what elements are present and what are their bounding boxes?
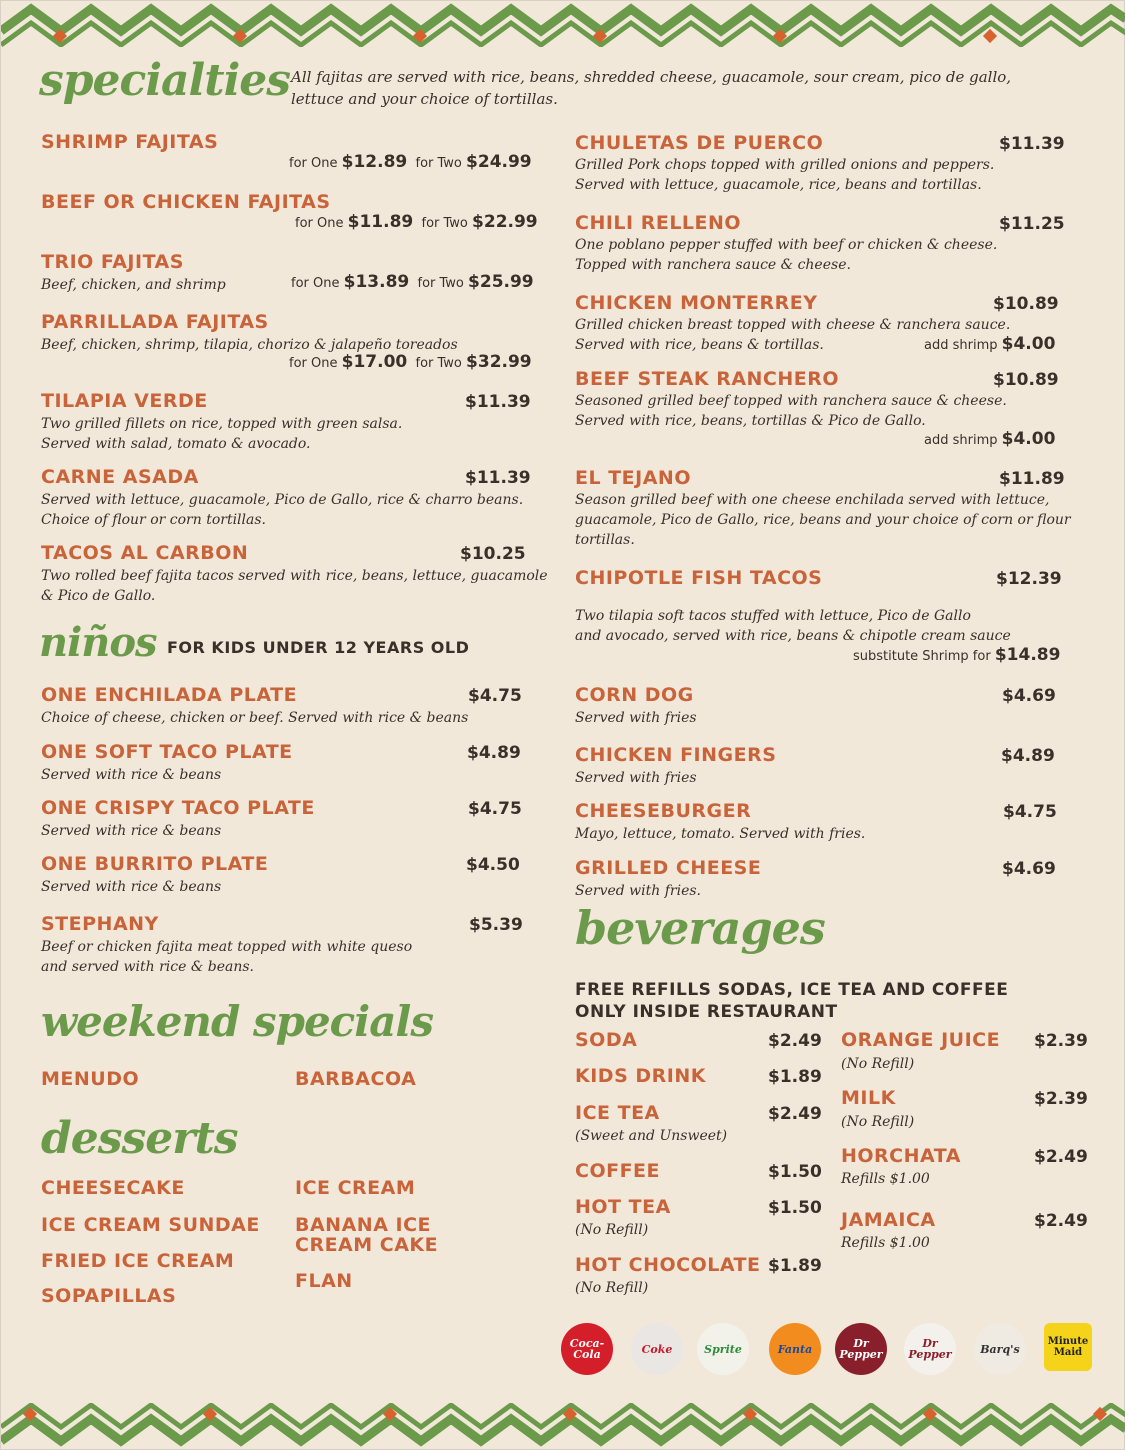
bottom-zigzag-border xyxy=(1,1403,1125,1449)
kids-enchilada-desc: Choice of cheese, chicken or beef. Served with rice & beans xyxy=(41,710,469,726)
chipotle-fish-tacos-price: $12.39 xyxy=(996,569,1062,589)
tacos-al-carbon-desc1: Two rolled beef fajita tacos served with rice, beans, lettuce, guacamole xyxy=(41,568,548,584)
bev-hot-tea-desc: (No Refill) xyxy=(575,1222,649,1238)
beverages-note-line1: FREE REFILLS SODAS, ICE TEA AND COFFEE xyxy=(575,980,1009,1000)
beef-steak-ranchero-name: BEEF STEAK RANCHERO xyxy=(575,368,840,390)
chipotle-fish-tacos-addon: substitute Shrimp for $14.89 xyxy=(853,645,1061,665)
parrillada-desc: Beef, chicken, shrimp, tilapia, chorizo & jalapeño toreados xyxy=(41,337,458,353)
beef-chicken-fajitas-name: BEEF OR CHICKEN FAJITAS xyxy=(41,191,331,213)
weekend-menudo: MENUDO xyxy=(41,1068,140,1090)
bev-kids-drink-name: KIDS DRINK xyxy=(575,1065,706,1087)
tacos-al-carbon-price: $10.25 xyxy=(460,544,526,564)
fajitas-intro-line2: lettuce and your choice of tortillas. xyxy=(291,90,558,108)
tacos-al-carbon-desc2: & Pico de Gallo. xyxy=(41,588,156,604)
carne-asada-desc2: Choice of flour or corn tortillas. xyxy=(41,512,266,528)
chuletas-name: CHULETAS DE PUERCO xyxy=(575,132,824,154)
ninos-subtitle: FOR KIDS UNDER 12 YEARS OLD xyxy=(167,638,470,657)
beverages-title: beverages xyxy=(575,901,825,955)
kids-chicken-fingers-price: $4.89 xyxy=(1001,746,1055,766)
kids-grilled-cheese-name: GRILLED CHEESE xyxy=(575,857,762,879)
bev-hot-chocolate-name: HOT CHOCOLATE xyxy=(575,1254,761,1276)
kids-burrito-desc: Served with rice & beans xyxy=(41,879,222,895)
bev-ice-tea-price: $2.49 xyxy=(768,1104,822,1124)
kids-cheeseburger-desc: Mayo, lettuce, tomato. Served with fries. xyxy=(575,826,866,842)
diet-dr-pepper-logo: Dr Pepper xyxy=(904,1323,956,1375)
kids-stephany-desc2: and served with rice & beans. xyxy=(41,959,255,975)
kids-enchilada-name: ONE ENCHILADA PLATE xyxy=(41,684,298,706)
trio-fajitas-prices: for One $13.89 for Two $25.99 xyxy=(291,272,534,292)
carne-asada-desc1: Served with lettuce, guacamole, Pico de Gallo, rice & charro beans. xyxy=(41,492,524,508)
bev-jamaica-name: JAMAICA xyxy=(841,1209,936,1231)
tacos-al-carbon-name: TACOS AL CARBON xyxy=(41,542,249,564)
weekend-specials-title: weekend specials xyxy=(41,997,434,1046)
chipotle-fish-tacos-desc1: Two tilapia soft tacos stuffed with lettuce, Pico de Gallo xyxy=(575,608,971,624)
bev-milk-name: MILK xyxy=(841,1087,896,1109)
dessert-fried-ice-cream: FRIED ICE CREAM xyxy=(41,1250,235,1272)
dessert-banana-cake-line2: CREAM CAKE xyxy=(295,1234,439,1256)
kids-chicken-fingers-desc: Served with fries xyxy=(575,770,697,786)
dessert-banana-cake-line1: BANANA ICE xyxy=(295,1214,432,1236)
sprite-logo: Sprite xyxy=(697,1323,749,1375)
kids-corn-dog-name: CORN DOG xyxy=(575,684,694,706)
chipotle-fish-tacos-name: CHIPOTLE FISH TACOS xyxy=(575,567,823,589)
chuletas-desc1: Grilled Pork chops topped with grilled onions and peppers. xyxy=(575,157,995,173)
kids-enchilada-price: $4.75 xyxy=(468,686,522,706)
beef-steak-ranchero-addon: add shrimp $4.00 xyxy=(924,429,1056,449)
parrillada-name: PARRILLADA FAJITAS xyxy=(41,311,269,333)
bev-soda-name: SODA xyxy=(575,1029,638,1051)
bev-horchata-desc: Refills $1.00 xyxy=(841,1171,930,1187)
bev-hot-chocolate-price: $1.89 xyxy=(768,1256,822,1276)
bev-coffee-name: COFFEE xyxy=(575,1160,661,1182)
bev-milk-price: $2.39 xyxy=(1034,1089,1088,1109)
tilapia-verde-desc2: Served with salad, tomato & avocado. xyxy=(41,436,311,452)
dessert-cheesecake: CHEESECAKE xyxy=(41,1177,185,1199)
beef-chicken-fajitas-prices: for One $11.89 for Two $22.99 xyxy=(295,212,538,232)
kids-crispy-taco-desc: Served with rice & beans xyxy=(41,823,222,839)
kids-soft-taco-desc: Served with rice & beans xyxy=(41,767,222,783)
carne-asada-name: CARNE ASADA xyxy=(41,466,199,488)
coca-cola-logo: Coca-Cola xyxy=(561,1323,613,1375)
el-tejano-desc3: tortillas. xyxy=(575,532,635,548)
bev-horchata-name: HORCHATA xyxy=(841,1145,961,1167)
el-tejano-name: EL TEJANO xyxy=(575,467,691,489)
fajitas-intro-line1: All fajitas are served with rice, beans, shredded cheese, guacamole, sour cream, pico de gallo, xyxy=(291,68,1012,86)
shrimp-fajitas-prices: for One $12.89 for Two $24.99 xyxy=(289,152,532,172)
bev-soda-price: $2.49 xyxy=(768,1031,822,1051)
dessert-ice-cream: ICE CREAM xyxy=(295,1177,416,1199)
bev-orange-juice-price: $2.39 xyxy=(1034,1031,1088,1051)
bev-hot-tea-price: $1.50 xyxy=(768,1198,822,1218)
bev-milk-desc: (No Refill) xyxy=(841,1114,915,1130)
ninos-title: niños xyxy=(39,619,157,666)
el-tejano-desc1: Season grilled beef with one cheese enchilada served with lettuce, xyxy=(575,492,1050,508)
kids-cheeseburger-name: CHEESEBURGER xyxy=(575,800,752,822)
chipotle-fish-tacos-desc2: and avocado, served with rice, beans & chipotle cream sauce xyxy=(575,628,1011,644)
trio-fajitas-desc: Beef, chicken, and shrimp xyxy=(41,277,226,293)
beverages-note-line2: ONLY INSIDE RESTAURANT xyxy=(575,1002,838,1022)
chicken-monterrey-desc2: Served with rice, beans & tortillas. xyxy=(575,337,824,353)
desserts-title: desserts xyxy=(41,1113,238,1164)
dessert-ice-cream-sundae: ICE CREAM SUNDAE xyxy=(41,1214,260,1236)
el-tejano-desc2: guacamole, Pico de Gallo, rice, beans and your choice of corn or flour xyxy=(575,512,1071,528)
carne-asada-price: $11.39 xyxy=(465,468,531,488)
tilapia-verde-name: TILAPIA VERDE xyxy=(41,390,208,412)
kids-soft-taco-price: $4.89 xyxy=(467,743,521,763)
bev-horchata-price: $2.49 xyxy=(1034,1147,1088,1167)
top-zigzag-border xyxy=(1,1,1125,47)
bev-hot-tea-name: HOT TEA xyxy=(575,1196,671,1218)
chuletas-desc2: Served with lettuce, guacamole, rice, beans and tortillas. xyxy=(575,177,982,193)
parrillada-prices: for One $17.00 for Two $32.99 xyxy=(289,352,532,372)
chicken-monterrey-name: CHICKEN MONTERREY xyxy=(575,292,818,314)
kids-soft-taco-name: ONE SOFT TACO PLATE xyxy=(41,741,293,763)
tilapia-verde-price: $11.39 xyxy=(465,392,531,412)
shrimp-fajitas-name: SHRIMP FAJITAS xyxy=(41,131,219,153)
kids-cheeseburger-price: $4.75 xyxy=(1003,802,1057,822)
kids-stephany-price: $5.39 xyxy=(469,915,523,935)
chili-relleno-price: $11.25 xyxy=(999,214,1065,234)
kids-stephany-desc1: Beef or chicken fajita meat topped with white queso xyxy=(41,939,413,955)
bev-jamaica-desc: Refills $1.00 xyxy=(841,1235,930,1251)
el-tejano-price: $11.89 xyxy=(999,469,1065,489)
kids-stephany-name: STEPHANY xyxy=(41,913,159,935)
specialties-title: specialties xyxy=(39,55,291,106)
chicken-monterrey-desc1: Grilled chicken breast topped with cheese & ranchera sauce. xyxy=(575,317,1011,333)
dessert-sopapillas: SOPAPILLAS xyxy=(41,1285,177,1307)
kids-grilled-cheese-desc: Served with fries. xyxy=(575,883,701,899)
beef-steak-ranchero-desc2: Served with rice, beans, tortillas & Pico de Gallo. xyxy=(575,413,926,429)
diet-coke-logo: Coke xyxy=(631,1323,683,1375)
bev-jamaica-price: $2.49 xyxy=(1034,1211,1088,1231)
chicken-monterrey-price: $10.89 xyxy=(993,294,1059,314)
kids-burrito-price: $4.50 xyxy=(466,855,520,875)
dessert-flan: FLAN xyxy=(295,1270,353,1292)
kids-crispy-taco-price: $4.75 xyxy=(468,799,522,819)
trio-fajitas-name: TRIO FAJITAS xyxy=(41,251,184,273)
bev-coffee-price: $1.50 xyxy=(768,1162,822,1182)
fanta-logo: Fanta xyxy=(769,1323,821,1375)
bev-orange-juice-desc: (No Refill) xyxy=(841,1056,915,1072)
beef-steak-ranchero-desc1: Seasoned grilled beef topped with ranchera sauce & cheese. xyxy=(575,393,1007,409)
chuletas-price: $11.39 xyxy=(999,134,1065,154)
chili-relleno-desc1: One poblano pepper stuffed with beef or chicken & cheese. xyxy=(575,237,998,253)
bev-kids-drink-price: $1.89 xyxy=(768,1067,822,1087)
kids-grilled-cheese-price: $4.69 xyxy=(1002,859,1056,879)
barqs-logo: Barq's xyxy=(974,1323,1026,1375)
kids-crispy-taco-name: ONE CRISPY TACO PLATE xyxy=(41,797,315,819)
tilapia-verde-desc1: Two grilled fillets on rice, topped with green salsa. xyxy=(41,416,403,432)
kids-corn-dog-desc: Served with fries xyxy=(575,710,697,726)
chicken-monterrey-addon: add shrimp $4.00 xyxy=(924,334,1056,354)
bev-ice-tea-desc: (Sweet and Unsweet) xyxy=(575,1128,728,1144)
minute-maid-logo: Minute Maid xyxy=(1044,1323,1092,1371)
bev-orange-juice-name: ORANGE JUICE xyxy=(841,1029,1001,1051)
kids-corn-dog-price: $4.69 xyxy=(1002,686,1056,706)
chili-relleno-desc2: Topped with ranchera sauce & cheese. xyxy=(575,257,851,273)
weekend-barbacoa: BARBACOA xyxy=(295,1068,417,1090)
chili-relleno-name: CHILI RELLENO xyxy=(575,212,742,234)
beef-steak-ranchero-price: $10.89 xyxy=(993,370,1059,390)
bev-hot-chocolate-desc: (No Refill) xyxy=(575,1280,649,1296)
kids-chicken-fingers-name: CHICKEN FINGERS xyxy=(575,744,777,766)
bev-ice-tea-name: ICE TEA xyxy=(575,1102,660,1124)
kids-burrito-name: ONE BURRITO PLATE xyxy=(41,853,269,875)
dr-pepper-logo: Dr Pepper xyxy=(835,1323,887,1375)
